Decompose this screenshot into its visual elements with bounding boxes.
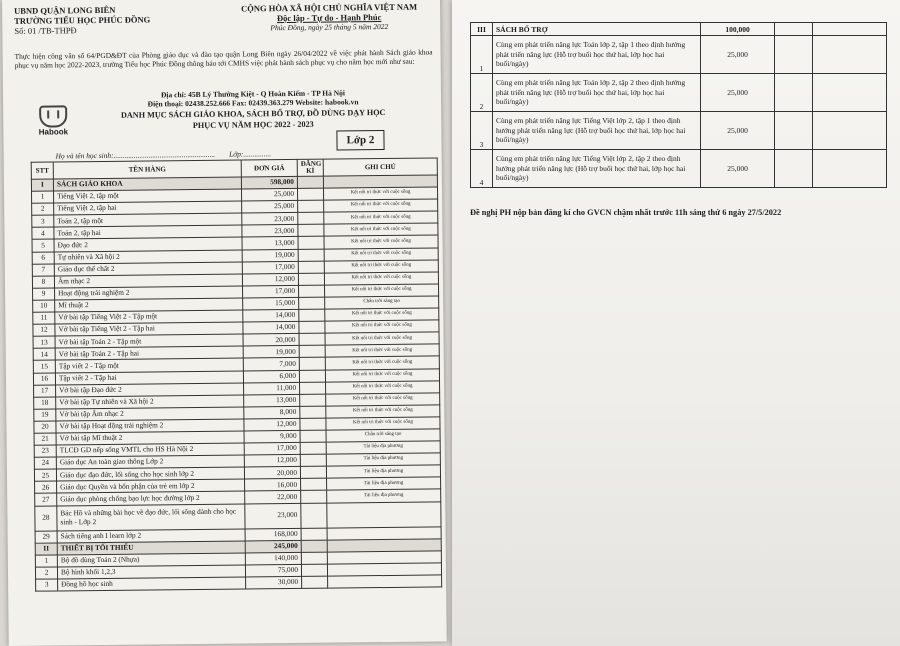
row-register-cell bbox=[301, 528, 327, 540]
row-note: Tài liệu địa phương bbox=[326, 453, 440, 466]
row-register-cell bbox=[300, 394, 326, 406]
row-register-cell bbox=[298, 225, 324, 237]
row-note: Kết nối tri thức với cuộc sống bbox=[325, 344, 439, 357]
row-name: Vở bài tập Hoạt động trải nghiệm 2 bbox=[56, 419, 244, 433]
row-register-cell bbox=[299, 370, 325, 382]
row-price: 20,000 bbox=[244, 467, 300, 480]
row-price: 12,000 bbox=[244, 455, 300, 468]
row-price: 25,000 bbox=[241, 189, 297, 202]
row-name: Vở bài tập Âm nhạc 2 bbox=[56, 407, 244, 421]
row-register-cell bbox=[300, 430, 326, 442]
row-price: 7,000 bbox=[243, 358, 299, 371]
row-stt: I bbox=[31, 179, 53, 191]
row-stt: 18 bbox=[34, 397, 56, 409]
national-header bbox=[224, 1, 434, 33]
row-price: 19,000 bbox=[242, 249, 298, 262]
row-stt: 1 bbox=[32, 191, 54, 203]
national-motto: Độc lập - Tự do - Hạnh Phúc bbox=[276, 12, 382, 24]
row-note: Kết nối tri thức với cuộc sống bbox=[325, 368, 439, 381]
row-register-cell bbox=[298, 261, 324, 273]
row-price: 30,000 bbox=[246, 576, 302, 589]
row-note: Kết nối tri thức với cuộc sống bbox=[326, 405, 440, 418]
row-stt: 6 bbox=[32, 252, 54, 264]
row-register-cell bbox=[301, 491, 327, 503]
section-note-cell bbox=[813, 23, 887, 36]
row-stt: 29 bbox=[35, 530, 57, 542]
table-row bbox=[471, 74, 887, 112]
country-name: CỘNG HÒA XÃ HỘI CHỦ NGHĨA VIỆT NAM bbox=[241, 1, 418, 14]
row-note bbox=[328, 575, 442, 588]
row-price: 23,000 bbox=[242, 225, 298, 238]
row-note: Chân trời sáng tạo bbox=[326, 429, 440, 442]
row-stt: 21 bbox=[34, 433, 56, 445]
row-register-cell bbox=[299, 321, 325, 333]
document-date: Phúc Đồng, ngày 25 tháng 5 năm 2022 bbox=[270, 21, 389, 33]
row-stt: 5 bbox=[32, 239, 54, 251]
row-note: Tài liệu địa phương bbox=[326, 465, 440, 478]
row-price: 25,000 bbox=[701, 36, 775, 74]
row-price: 12,000 bbox=[244, 418, 300, 431]
row-register-cell bbox=[298, 237, 324, 249]
row-price: 17,000 bbox=[244, 442, 300, 455]
row-name: Cùng em phát triển năng lực Tiếng Việt lớp 2, tập 2 theo định hướng phát triển năng lực (Hỗ trợ buổi học thứ hai, lớp học hai buổi/ngày) bbox=[493, 150, 701, 188]
row-price: 16,000 bbox=[245, 479, 301, 492]
row-note: Kết nối tri thức với cuộc sống bbox=[325, 320, 439, 333]
row-stt: 4 bbox=[32, 227, 54, 239]
row-name: Vở bài tập Toán 2 - Tập một bbox=[55, 334, 243, 348]
row-stt: 1 bbox=[35, 555, 57, 567]
row-stt: 14 bbox=[33, 348, 55, 360]
row-price: 14,000 bbox=[243, 322, 299, 335]
row-stt: 3 bbox=[32, 215, 54, 227]
row-note: Kết nối tri thức với cuộc sống bbox=[324, 260, 438, 273]
row-name: Giáo dục phòng chống bạo lực học đường lớp 2 bbox=[57, 491, 245, 505]
row-note: Kết nối tri thức với cuộc sống bbox=[324, 248, 438, 261]
row-name: Mĩ thuật 2 bbox=[55, 298, 243, 312]
row-note: Tài liệu địa phương bbox=[326, 441, 440, 454]
publisher-contact: Điện thoại: 02438.252.666 Fax: 02439.363.279 Website: habook.vn bbox=[147, 97, 359, 109]
row-note-cell bbox=[813, 74, 887, 112]
table-row bbox=[471, 112, 887, 150]
row-stt: 13 bbox=[33, 336, 55, 348]
row-register-cell bbox=[302, 576, 328, 588]
row-name: Vở bài tập Toán 2 - Tập hai bbox=[55, 346, 243, 360]
row-register-cell bbox=[298, 249, 324, 261]
row-register-cell bbox=[775, 74, 813, 112]
row-price: 11,000 bbox=[244, 382, 300, 395]
row-register-cell bbox=[297, 176, 323, 188]
row-name: Vở bài tập Tiếng Việt 2 - Tập hai bbox=[55, 322, 243, 336]
column-header-note: GHI CHÚ bbox=[323, 158, 437, 176]
row-note-cell bbox=[813, 150, 887, 188]
table-row bbox=[471, 150, 887, 188]
row-register-cell bbox=[775, 36, 813, 74]
row-name: Tự nhiên và Xã hội 2 bbox=[54, 250, 242, 264]
row-note: Kết nối tri thức với cuộc sống bbox=[325, 308, 439, 321]
row-price: 25,000 bbox=[701, 74, 775, 112]
row-register-cell bbox=[301, 478, 327, 490]
row-register-cell bbox=[301, 540, 327, 552]
row-name: THIẾT BỊ TỐI THIỂU bbox=[57, 541, 245, 555]
row-price: 15,000 bbox=[243, 297, 299, 310]
row-note: Kết nối tri thức với cuộc sống bbox=[326, 381, 440, 394]
row-note: Kết nối tri thức với cuộc sống bbox=[324, 211, 438, 224]
row-price: 598,000 bbox=[241, 176, 297, 189]
row-stt: 20 bbox=[34, 421, 56, 433]
row-stt: 15 bbox=[33, 360, 55, 372]
row-price: 19,000 bbox=[243, 346, 299, 359]
row-name: Giáo dục Quyền và bổn phận của trẻ em lớp 2 bbox=[57, 479, 245, 493]
row-stt: 4 bbox=[471, 150, 493, 188]
row-register-cell bbox=[299, 285, 325, 297]
row-note bbox=[327, 501, 441, 527]
row-name: Âm nhạc 2 bbox=[54, 274, 242, 288]
column-header-name: TÊN HÀNG bbox=[53, 160, 241, 179]
supplementary-body bbox=[471, 23, 887, 188]
row-name: Đồng hồ học sinh bbox=[58, 577, 246, 591]
row-register-cell bbox=[301, 552, 327, 564]
row-stt: 3 bbox=[471, 112, 493, 150]
row-note: Kết nối tri thức với cuộc sống bbox=[325, 356, 439, 369]
row-register-cell bbox=[300, 442, 326, 454]
row-register-cell bbox=[299, 333, 325, 345]
column-header-register: ĐĂNG KÍ bbox=[297, 159, 323, 176]
row-name: Giáo dục An toàn giao thông Lớp 2 bbox=[56, 455, 244, 469]
row-stt: 24 bbox=[34, 457, 56, 469]
row-stt: 11 bbox=[33, 312, 55, 324]
section-stt: III bbox=[471, 23, 493, 36]
document-number: Số: 01 /TB-THPĐ bbox=[14, 25, 77, 36]
row-stt: 1 bbox=[471, 36, 493, 74]
row-stt: 9 bbox=[33, 288, 55, 300]
row-price: 20,000 bbox=[243, 334, 299, 347]
row-note-cell bbox=[813, 36, 887, 74]
row-register-cell bbox=[301, 503, 327, 528]
right-document-page bbox=[452, 0, 900, 646]
row-stt: 25 bbox=[34, 469, 56, 481]
row-price: 9,000 bbox=[244, 430, 300, 443]
row-note: Kết nối tri thức với cuộc sống bbox=[326, 393, 440, 406]
row-price: 245,000 bbox=[245, 540, 301, 553]
row-note: Kết nối tri thức với cuộc sống bbox=[323, 187, 437, 200]
row-name: Bộ đồ dùng Toán 2 (Nhựa) bbox=[57, 553, 245, 567]
row-stt: 17 bbox=[34, 385, 56, 397]
row-register-cell bbox=[300, 454, 326, 466]
row-note: Kết nối tri thức với cuộc sống bbox=[324, 223, 438, 236]
row-price: 22,000 bbox=[245, 491, 301, 504]
row-name: Toán 2, tập một bbox=[54, 213, 242, 227]
row-name: Giáo dục thể chất 2 bbox=[54, 262, 242, 276]
document-title bbox=[103, 108, 403, 132]
row-name: Sách tiếng anh I learn lớp 2 bbox=[57, 529, 245, 543]
row-price: 140,000 bbox=[245, 552, 301, 565]
title-line-2: PHỤC VỤ NĂM HỌC 2022 - 2023 bbox=[192, 119, 314, 130]
row-register-cell bbox=[299, 309, 325, 321]
column-header-stt: STT bbox=[31, 162, 53, 179]
row-note: Kết nối tri thức với cuộc sống bbox=[324, 199, 438, 212]
registration-deadline-notice: Đề nghị PH nộp bản đăng kí cho GVCN chậm nhất trước 11h sáng thứ 6 ngày 27/5/2022 bbox=[470, 208, 782, 217]
row-register-cell bbox=[298, 273, 324, 285]
row-note: Kết nối tri thức với cuộc sống bbox=[326, 417, 440, 430]
class-label-box: Lớp 2 bbox=[336, 130, 384, 151]
row-name: Tập viết 2 - Tập một bbox=[55, 358, 243, 372]
row-name: Vở bài tập Tiếng Việt 2 - Tập một bbox=[55, 310, 243, 324]
row-stt: 16 bbox=[33, 372, 55, 384]
row-price: 17,000 bbox=[242, 261, 298, 274]
row-name: Đạo đức 2 bbox=[54, 237, 242, 251]
row-price: 25,000 bbox=[701, 150, 775, 188]
row-price: 25,000 bbox=[701, 112, 775, 150]
row-register-cell bbox=[298, 200, 324, 212]
section-total: 100,000 bbox=[701, 23, 775, 36]
row-name: Cùng em phát triển năng lực Toán lớp 2, tập 2 theo định hướng phát triển năng lực (Hỗ trợ buổi học thứ hai, lớp học hai buổi/ngày) bbox=[493, 74, 701, 112]
row-name: Giáo dục đạo đức, lối sống cho học sinh lớp 2 bbox=[56, 467, 244, 481]
row-name: Tập viết 2 - Tập hai bbox=[55, 370, 243, 384]
row-price: 23,000 bbox=[242, 213, 298, 226]
row-name: Tiếng Việt 2, tập một bbox=[54, 189, 242, 203]
row-price: 168,000 bbox=[245, 528, 301, 541]
row-note: Kết nối tri thức với cuộc sống bbox=[324, 235, 438, 248]
section-title: SÁCH BỔ TRỢ bbox=[493, 23, 701, 36]
district-name: UBND QUẬN LONG BIÊN bbox=[14, 4, 116, 16]
row-register-cell bbox=[300, 382, 326, 394]
row-register-cell bbox=[298, 212, 324, 224]
publisher-info bbox=[83, 88, 423, 110]
row-price: 25,000 bbox=[242, 201, 298, 214]
row-stt: 7 bbox=[32, 264, 54, 276]
supplementary-books-table bbox=[470, 22, 887, 188]
row-name: Vở bài tập Mĩ thuật 2 bbox=[56, 431, 244, 445]
column-header-price: ĐƠN GIÁ bbox=[241, 159, 297, 177]
row-register-cell bbox=[300, 406, 326, 418]
row-price: 17,000 bbox=[243, 285, 299, 298]
habook-logo-icon bbox=[39, 105, 67, 127]
row-register-cell bbox=[299, 297, 325, 309]
row-stt: 2 bbox=[32, 203, 54, 215]
row-stt: 2 bbox=[471, 74, 493, 112]
row-stt: 26 bbox=[35, 481, 57, 493]
student-class-field: Lớp:............... bbox=[229, 149, 272, 159]
row-note: Tài liệu địa phương bbox=[327, 489, 441, 502]
row-register-cell bbox=[301, 564, 327, 576]
row-stt: 27 bbox=[35, 493, 57, 505]
row-name: Cùng em phát triển năng lực Tiếng Việt lớp 2, tập 1 theo định hướng phát triển năng lực (Hỗ trợ buổi học thứ hai, lớp học hai buổi/ngày) bbox=[493, 112, 701, 150]
row-name: SÁCH GIÁO KHOA bbox=[53, 177, 241, 191]
intro-paragraph: Thực hiện công văn số 64/PGD&ĐT của Phòng giáo dục và đào tạo quận Long Biên ngày 26/04/2022 về việc phát hành Sách giáo khoa phục vụ năm học 2022-2023, trường Tiểu học Phúc Đồng thông báo tới CMHS việc phát hành sách phục vụ cho năm học mới như sau: bbox=[14, 47, 433, 71]
book-list-body bbox=[31, 175, 441, 591]
row-note: Kết nối tri thức với cuộc sống bbox=[325, 332, 439, 345]
habook-logo-text: Habook bbox=[38, 127, 69, 137]
row-stt: 2 bbox=[35, 567, 57, 579]
row-note: Kết nối tri thức với cuộc sống bbox=[325, 284, 439, 297]
row-name: Toán 2, tập hai bbox=[54, 225, 242, 239]
row-price: 6,000 bbox=[243, 370, 299, 383]
row-stt: 23 bbox=[34, 445, 56, 457]
row-register-cell bbox=[297, 188, 323, 200]
row-stt: II bbox=[35, 543, 57, 555]
row-name: Bộ hình khối 1,2,3 bbox=[57, 565, 245, 579]
habook-logo bbox=[33, 105, 73, 136]
supplementary-section-row bbox=[471, 23, 887, 36]
school-name: TRƯỜNG TIỂU HỌC PHÚC ĐỒNG bbox=[14, 14, 151, 26]
row-price: 8,000 bbox=[244, 406, 300, 419]
table-row bbox=[471, 36, 887, 74]
row-name: Bác Hồ và những bài học về đạo đức, lối sống dành cho học sinh - Lớp 2 bbox=[57, 504, 245, 531]
row-stt: 28 bbox=[35, 505, 57, 530]
title-line-1: DANH MỤC SÁCH GIÁO KHOA, SÁCH BỔ TRỢ, ĐỒ DÙNG DẠY HỌC bbox=[120, 107, 386, 120]
row-price: 75,000 bbox=[245, 564, 301, 577]
row-note: Tài liệu địa phương bbox=[327, 477, 441, 490]
row-price: 13,000 bbox=[244, 394, 300, 407]
row-price: 13,000 bbox=[242, 237, 298, 250]
row-stt: 12 bbox=[33, 324, 55, 336]
row-stt: 19 bbox=[34, 409, 56, 421]
student-name-field: Họ và tên học sinh:....................................................... bbox=[55, 149, 216, 161]
row-register-cell bbox=[775, 112, 813, 150]
row-note-cell bbox=[813, 112, 887, 150]
row-price: 12,000 bbox=[242, 273, 298, 286]
row-register-cell bbox=[775, 150, 813, 188]
row-stt: 10 bbox=[33, 300, 55, 312]
section-register-cell bbox=[775, 23, 813, 36]
row-register-cell bbox=[300, 418, 326, 430]
row-name: Vở bài tập Tự nhiên và Xã hội 2 bbox=[56, 395, 244, 409]
row-stt: 8 bbox=[32, 276, 54, 288]
row-register-cell bbox=[300, 466, 326, 478]
row-name: Vở bài tập Đạo đức 2 bbox=[56, 383, 244, 397]
row-price: 14,000 bbox=[243, 309, 299, 322]
row-name: Cùng em phát triển năng lực Toán lớp 2, tập 1 theo định hướng phát triển năng lực (Hỗ trợ buổi học thứ hai, lớp học hai buổi/ngày) bbox=[493, 36, 701, 74]
row-note: Kết nối tri thức với cuộc sống bbox=[324, 272, 438, 285]
row-name: TLCĐ GD nếp sống VMTL cho HS Hà Nội 2 bbox=[56, 443, 244, 457]
publisher-address: Địa chỉ: 45B Lý Thường Kiệt - Q Hoàn Kiếm - TP Hà Nội bbox=[160, 88, 346, 100]
left-document-page bbox=[2, 0, 447, 646]
school-header bbox=[14, 4, 150, 35]
row-stt: 3 bbox=[36, 579, 58, 591]
row-register-cell bbox=[299, 358, 325, 370]
book-list-table bbox=[31, 157, 442, 591]
row-note: Chân trời sáng tạo bbox=[325, 296, 439, 309]
row-name: Tiếng Việt 2, tập hai bbox=[54, 201, 242, 215]
row-register-cell bbox=[299, 345, 325, 357]
row-name: Hoạt động trải nghiệm 2 bbox=[55, 286, 243, 300]
row-price: 23,000 bbox=[245, 503, 301, 529]
